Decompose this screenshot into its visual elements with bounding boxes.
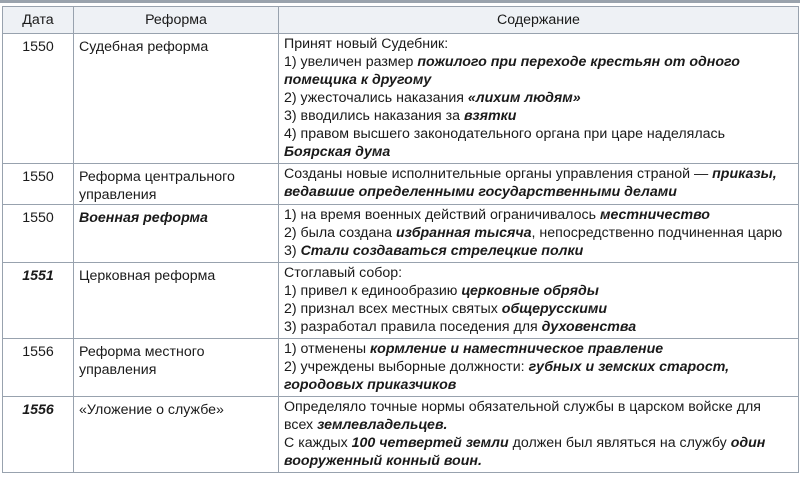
content-text: С каждых [284, 435, 352, 451]
cell-date: 1551 [3, 263, 74, 339]
cell-content [279, 34, 799, 164]
content-line [284, 165, 794, 201]
table-row [3, 205, 799, 263]
header-reform: Реформа [74, 7, 279, 34]
cell-content [279, 205, 799, 263]
content-text: 1) привел к единообразию [284, 283, 462, 299]
content-text: Принят новый Судебник: [284, 36, 449, 52]
header-date: Дата [3, 7, 74, 34]
content-text: 2) признал всех местных святых [284, 301, 502, 317]
emphasis-text: избранная тысяча [396, 225, 532, 241]
cell-content [279, 339, 799, 397]
emphasis-text: местничество [599, 207, 710, 223]
content-text: 4) правом высшего законодательного органа при царе наделялась [284, 126, 725, 142]
content-text: Созданы новые исполнительные органы управления страной — [284, 166, 713, 182]
emphasis-text: «лихим людям» [467, 90, 581, 106]
emphasis-text: губных и земских старост, городовых приказчиков [284, 359, 730, 393]
content-text: 3) разработал правила поседения для [284, 319, 542, 335]
emphasis-text: пожилого при переходе крестьян от одного помещика к другому [284, 54, 740, 88]
content-text: 1) отменены [284, 341, 370, 357]
table-row [3, 34, 799, 164]
content-text: 2) была создана [284, 225, 397, 241]
cell-content [279, 263, 799, 339]
emphasis-text: приказы, ведавшие определенными государственными делами [284, 166, 777, 200]
cell-date: 1556 [3, 397, 74, 473]
content-text: 1) на время военных действий ограничивалось [284, 207, 600, 223]
emphasis-text: взятки [463, 108, 517, 124]
content-line [284, 300, 794, 318]
content-line [284, 35, 794, 53]
emphasis-text: общерусскими [501, 301, 608, 317]
emphasis-text: кормление и наместническое правление [369, 341, 664, 357]
emphasis-text: Стали создаваться стрелецкие полки [300, 243, 584, 259]
content-text: Стоглавый собор: [284, 265, 403, 281]
content-text: 2) ужесточались наказания [284, 90, 468, 106]
reforms-table [2, 6, 799, 473]
table-header-row [3, 7, 799, 34]
content-text: , непосредственно подчиненная царю [531, 225, 783, 241]
cell-reform: «Уложение о службе» [74, 397, 279, 473]
content-line [284, 340, 794, 358]
content-line [284, 224, 794, 242]
content-line [284, 89, 794, 107]
emphasis-text: Боярская дума [284, 144, 391, 160]
cell-content [279, 397, 799, 473]
content-text: 1) увеличен размер [284, 54, 418, 70]
content-line [284, 398, 794, 434]
table-row [3, 339, 799, 397]
content-text: 3) вводились наказания за [284, 108, 464, 124]
emphasis-text: духовенства [541, 319, 637, 335]
content-line [284, 206, 794, 224]
content-line [284, 125, 794, 161]
table-row [3, 263, 799, 339]
emphasis-text: один вооруженный конный воин. [284, 435, 766, 469]
table-row [3, 397, 799, 473]
cell-date: 1556 [3, 339, 74, 397]
content-line [284, 282, 794, 300]
cell-reform: Церковная реформа [74, 263, 279, 339]
cell-date: 1550 [3, 164, 74, 205]
content-line [284, 242, 794, 260]
cell-date: 1550 [3, 205, 74, 263]
cell-reform: Судебная реформа [74, 34, 279, 164]
content-line [284, 107, 794, 125]
header-content: Содержание [279, 7, 799, 34]
cell-reform: Реформа местного управления [74, 339, 279, 397]
cell-date: 1550 [3, 34, 74, 164]
table-row [3, 164, 799, 205]
table-body [3, 34, 799, 473]
content-text: Определяло точные нормы обязательной службы в царском войске для всех [284, 399, 761, 433]
content-text: должен был являться на службу [508, 435, 731, 451]
cell-reform: Реформа центрального управления [74, 164, 279, 205]
content-line [284, 358, 794, 394]
cell-content [279, 164, 799, 205]
content-text: 2) учреждены выборные должности: [284, 359, 529, 375]
emphasis-text: церковные обряды [461, 283, 599, 299]
content-line [284, 318, 794, 336]
content-line [284, 264, 794, 282]
content-line [284, 53, 794, 89]
content-text: 3) [284, 243, 301, 259]
cell-reform: Военная реформа [74, 205, 279, 263]
top-edge-strip [0, 0, 800, 3]
emphasis-text: землевладельцев. [317, 417, 448, 433]
content-line [284, 434, 794, 470]
emphasis-text: 100 четвертей земли [351, 435, 509, 451]
